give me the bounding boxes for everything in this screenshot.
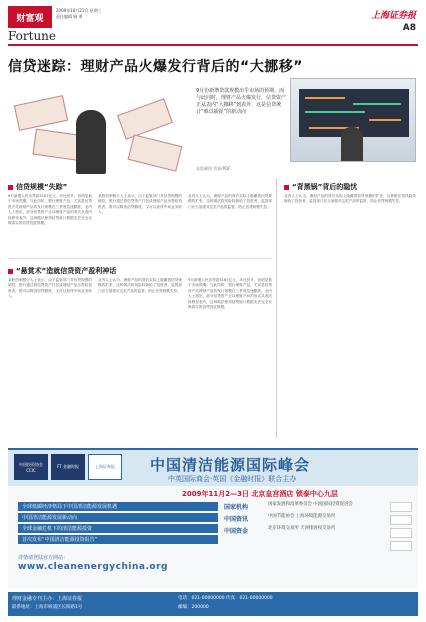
- ad-sponsor-icons: [390, 502, 412, 551]
- article-column: 9月新增人民币贷款5167亿元，环比回升，但明显低于市场预期。与此同时，银行理财产品，尤其是信贷资产类理财产品的发行规模在三季度急速膨胀，业内人士指出，部分信贷资产正以理财产品的形式从表内转移至表外，这种做法使得信贷统计数据无法完全反映真实的信贷投放规模。: [8, 194, 92, 226]
- ad-org-row: [224, 502, 410, 511]
- org-key: 中国资讯: [224, 516, 249, 523]
- paper-logo: 上海证券报: [370, 11, 416, 21]
- org-key: 国家机构: [224, 504, 249, 511]
- org-value: 北京环境交易所 天津排放权交易所: [268, 526, 336, 531]
- paper-logo: 上海证券报: [88, 454, 122, 480]
- issue-editor: 责任编辑 顾 勇: [56, 14, 83, 19]
- ad-bullet: 全球低碳经济格局下中国清洁能源发展机遇: [18, 502, 218, 511]
- illustration-collage: [10, 92, 190, 178]
- person-silhouette: [76, 110, 106, 174]
- org-value: 国家发展和改革委员会 中国国际投资促进会: [268, 502, 353, 507]
- article-photo: [290, 78, 416, 162]
- sponsor-logo: [390, 515, 412, 525]
- banknote-image: [14, 95, 68, 131]
- issue-date: 2009年10月21日 星期三: [56, 8, 102, 13]
- article-column: 9月新增人民币贷款5167亿元，环比回升，但明显低于市场预期。与此同时，银行理财产品，尤其是信贷资产类理财产品的发行规模在三季度急速膨胀，业内人士指出，部分信贷资产正以理财产品的形式从表内转移至表外，这种做法使得信贷统计数据无法完全反映真实的信贷投放规模。: [188, 278, 272, 310]
- ad-org-row: [224, 526, 410, 535]
- ccic-logo: 中国投资协会 CCIC: [14, 454, 48, 480]
- ad-bullet: 中国清洁能源发展新动向: [18, 513, 218, 522]
- sponsor-logo: [390, 541, 412, 551]
- org-key: 中国资金: [224, 528, 249, 535]
- footer: [8, 592, 418, 616]
- issue-info: [56, 8, 102, 20]
- ad-title: 中国清洁能源国际峰会: [150, 456, 311, 474]
- page-number: A8: [402, 23, 416, 33]
- section-title-1: 信贷规模“失踪”: [8, 182, 67, 192]
- section-title-3: “背黑锅”背后的隐忧: [284, 182, 357, 192]
- person-silhouette: [341, 127, 363, 161]
- ad-logos: [14, 454, 122, 480]
- sponsor-logo: [390, 528, 412, 538]
- advertisement[interactable]: [8, 448, 418, 588]
- article-column: 某股份制银行人士表示，由于监管部门对信贷规模的调控，银行通过将信贷资产打包成理财产品出售给投资者，既可以释放信贷额度，又可以获得中间业务收入。: [98, 194, 182, 215]
- sponsor-logo: [390, 502, 412, 512]
- ad-bullet: 首次发布“中国清洁能源投资报告”: [18, 535, 218, 544]
- org-value: 中国节能协会 上海环境能源交易所: [268, 514, 336, 519]
- fortune-label: Fortune: [8, 29, 57, 43]
- masthead: [8, 6, 418, 46]
- column-divider: [276, 178, 277, 438]
- headline: 信贷迷踪：理财产品火爆发行背后的“大挪移”: [8, 59, 303, 75]
- ft-logo: FT 金融时报: [51, 454, 85, 480]
- ad-bullets: [18, 502, 218, 546]
- ad-url-label: 详情请登陆官方网站：: [18, 555, 69, 561]
- footer-line: 联系地址：上海市杨浦区长阳路1号: [12, 605, 83, 610]
- ad-subtitle: 中英国际商会·英国《金融时报》联合主办: [168, 475, 297, 483]
- banknote-image: [128, 134, 183, 171]
- article-column: 业内人士认为，理财产品的背后实际上隐藏着信贷规模的扩张，这种做法将风险转嫁给了投资者，监管部门应当加强对这类产品的监管，防止信贷规模失控。: [98, 278, 182, 293]
- article-column: 业内人士认为，理财产品的背后实际上隐藏着信贷规模的扩张，这种做法将风险转嫁给了投资者，监管部门应当加强对这类产品的监管，防止信贷规模失控。: [188, 194, 272, 209]
- footer-line: 电话：021-00000000 传真：021-00000000: [178, 596, 273, 601]
- masthead-rule: [8, 44, 418, 46]
- article-column: 某股份制银行人士表示，由于监管部门对信贷规模的调控，银行通过将信贷资产打包成理财产品出售给投资者，既可以释放信贷额度，又可以获得中间业务收入。: [8, 278, 92, 299]
- ad-date: 2009年11月2—3日 北京皇宫酒店 锁泰中心九层: [182, 490, 338, 498]
- section-label: 财富观: [8, 6, 52, 28]
- ad-url-link[interactable]: www.cleanenergychina.org: [18, 562, 168, 572]
- section-title-2: “悬赏术”造就信贷资产盈利神话: [8, 266, 116, 276]
- article-subhead: 9月份新增贷款规模出乎市场的预期，而与此同时，理财产品火爆发行，信贷资产正从表内“大挪移”到表外，这是信贷统计“难以捕捉”的新动向: [196, 88, 287, 115]
- ad-organizers: [224, 502, 410, 538]
- ad-org-row: [224, 514, 410, 523]
- ad-bullet: 全球金融危机下的清洁能源投资: [18, 524, 218, 533]
- photo-caption: 本版制图 管新/PDF: [196, 166, 231, 171]
- footer-line: 邮编：200000: [178, 605, 209, 610]
- article-column: 业内人士认为，理财产品的背后实际上隐藏着信贷规模的扩张，这种做法将风险转嫁给了投资者，监管部门应当加强对这类产品的监管，防止信贷规模失控。: [284, 194, 416, 204]
- footer-line: 理财金融专刊主办：上海证券报: [12, 596, 83, 602]
- banknote-image: [117, 98, 173, 140]
- section-divider: [8, 258, 272, 259]
